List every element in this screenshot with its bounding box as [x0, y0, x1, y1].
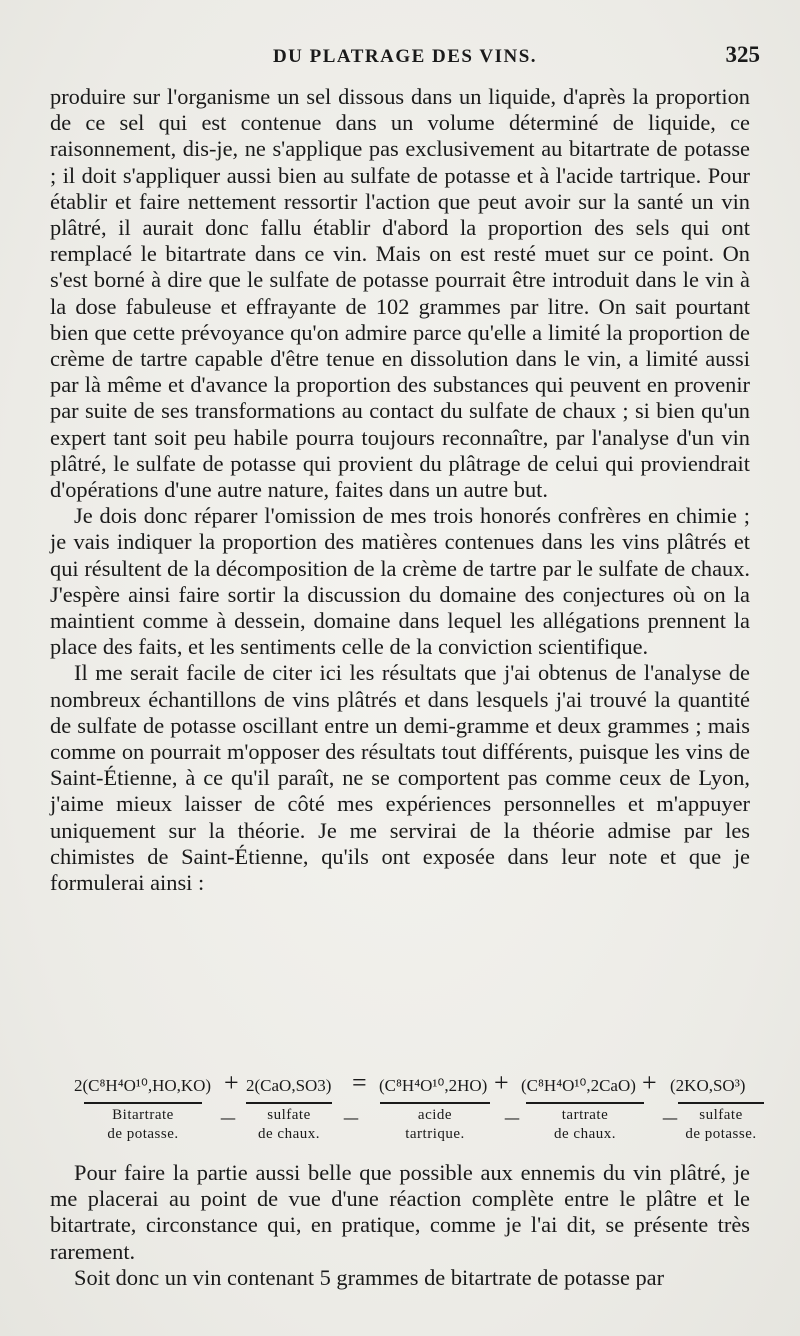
- equation-term-sulfate-potasse: (2KO,SO³): [670, 1076, 746, 1095]
- equation-line: [74, 1068, 750, 1102]
- equation-term-tartrate: (C⁸H⁴O¹⁰,2CaO): [521, 1076, 636, 1095]
- paragraph-5: Soit donc un vin contenant 5 grammes de bitartrate de potasse par: [74, 1264, 665, 1290]
- equation-labels: [50, 1102, 757, 1152]
- label-acide: acide tartrique.: [380, 1102, 490, 1144]
- equation-plus: +: [642, 1068, 657, 1097]
- label-tartrate: tartrate de chaux.: [526, 1102, 644, 1144]
- running-head: DU PLATRAGE DES VINS.: [272, 46, 538, 67]
- main-text-continued: [50, 1160, 750, 1291]
- equation-equals: =: [352, 1068, 367, 1097]
- label-sulfate-potasse: sulfate de potasse.: [678, 1102, 764, 1144]
- equation-term-bitartrate: 2(C⁸H⁴O¹⁰,HO,KO): [74, 1076, 212, 1095]
- label-dash: —: [343, 1108, 359, 1127]
- chemical-equation: [50, 1068, 757, 1152]
- equation-plus: +: [494, 1068, 509, 1097]
- paragraph-2: Je dois donc réparer l'omission de mes trois honorés confrères en chimie ; je vais indiquer la proportion des matières contenues dans les vins plâtrés et qui résultent de la décomposition de la crème de tartre par le sulfate de chaux. J'espère ainsi faire sortir la discussion du domaine des conjectures où on la maintient comme à dessein, domaine dans lequel les allégations prennent la place des faits, et les sentiments celle de la conviction scientifique.: [50, 503, 750, 660]
- equation-plus: +: [224, 1068, 239, 1097]
- main-text: [50, 84, 750, 896]
- paragraph-3: Il me serait facile de citer ici les résultats que j'ai obtenus de l'analyse de nombreux échantillons de vins plâtrés et dans lesquels j'ai trouvé la quantité de sulfate de potasse oscillant entre un demi-gramme et deux grammes ; mais comme on pourrait m'opposer des résultats tout différents, puisque les vins de Saint-Étienne, à ce qu'il paraît, ne se comportent pas comme ceux de Lyon, j'aime mieux laisser de côté mes expériences personnelles et m'appuyer uniquement sur la théorie. Je me servirai de la théorie admise par les chimistes de Saint-Étienne, qu'ils ont exposée dans leur note et que je formulerai ainsi :: [50, 660, 750, 896]
- page-number: 325: [725, 42, 760, 67]
- equation-term-acide: (C⁸H⁴O¹⁰,2HO): [379, 1076, 488, 1095]
- equation-term-sulfate-chaux: 2(CaO,SO3): [246, 1076, 332, 1095]
- label-sulfate-chaux: sulfate de chaux.: [246, 1102, 332, 1144]
- label-dash: —: [504, 1108, 520, 1127]
- label-dash: —: [220, 1108, 236, 1127]
- page-header: [50, 42, 760, 74]
- paragraph-4: Pour faire la partie aussi belle que possible aux ennemis du vin plâtré, je me placerai au point de vue d'une réaction complète entre le plâtre et le bitartrate, circonstance qui, en pratique, comme je l'ai dit, se présente très rarement.: [50, 1160, 750, 1264]
- label-dash: —: [662, 1108, 678, 1127]
- paragraph-1: produire sur l'organisme un sel dissous dans un liquide, d'après la proportion de ce sel qui est contenue dans un volume déterminé de liquide, ce raisonnement, dis-je, ne s'applique pas exclusivement au bitartrate de potasse ; il doit s'appliquer aussi bien au sulfate de potasse et à l'acide tartrique. Pour établir et faire nettement ressortir l'action que peut avoir sur la santé un vin plâtré, il aurait donc fallu établir d'abord la proportion des sels qui ont remplacé le bitartrate dans ce vin. Mais on est resté muet sur ce point. On s'est borné à dire que le sulfate de potasse pourrait être introduit dans le vin à la dose fabuleuse et effrayante de 102 grammes par litre. On sait pourtant bien que cette prévoyance qu'on admire parce qu'elle a limité la proportion de crème de tartre capable d'être tenue en dissolution dans le vin, a limité aussi par là même et d'avance la proportion des substances qui peuvent en provenir par suite de ses transformations au contact du sulfate de chaux ; si bien qu'un expert tant soit peu habile pourra toujours reconnaître, par l'analyse d'un vin plâtré, le sulfate de potasse qui provient du plâtrage de celui qui proviendrait d'opérations d'une autre nature, faites dans un autre but.: [50, 84, 750, 503]
- label-bitartrate: Bitartrate de potasse.: [84, 1102, 202, 1144]
